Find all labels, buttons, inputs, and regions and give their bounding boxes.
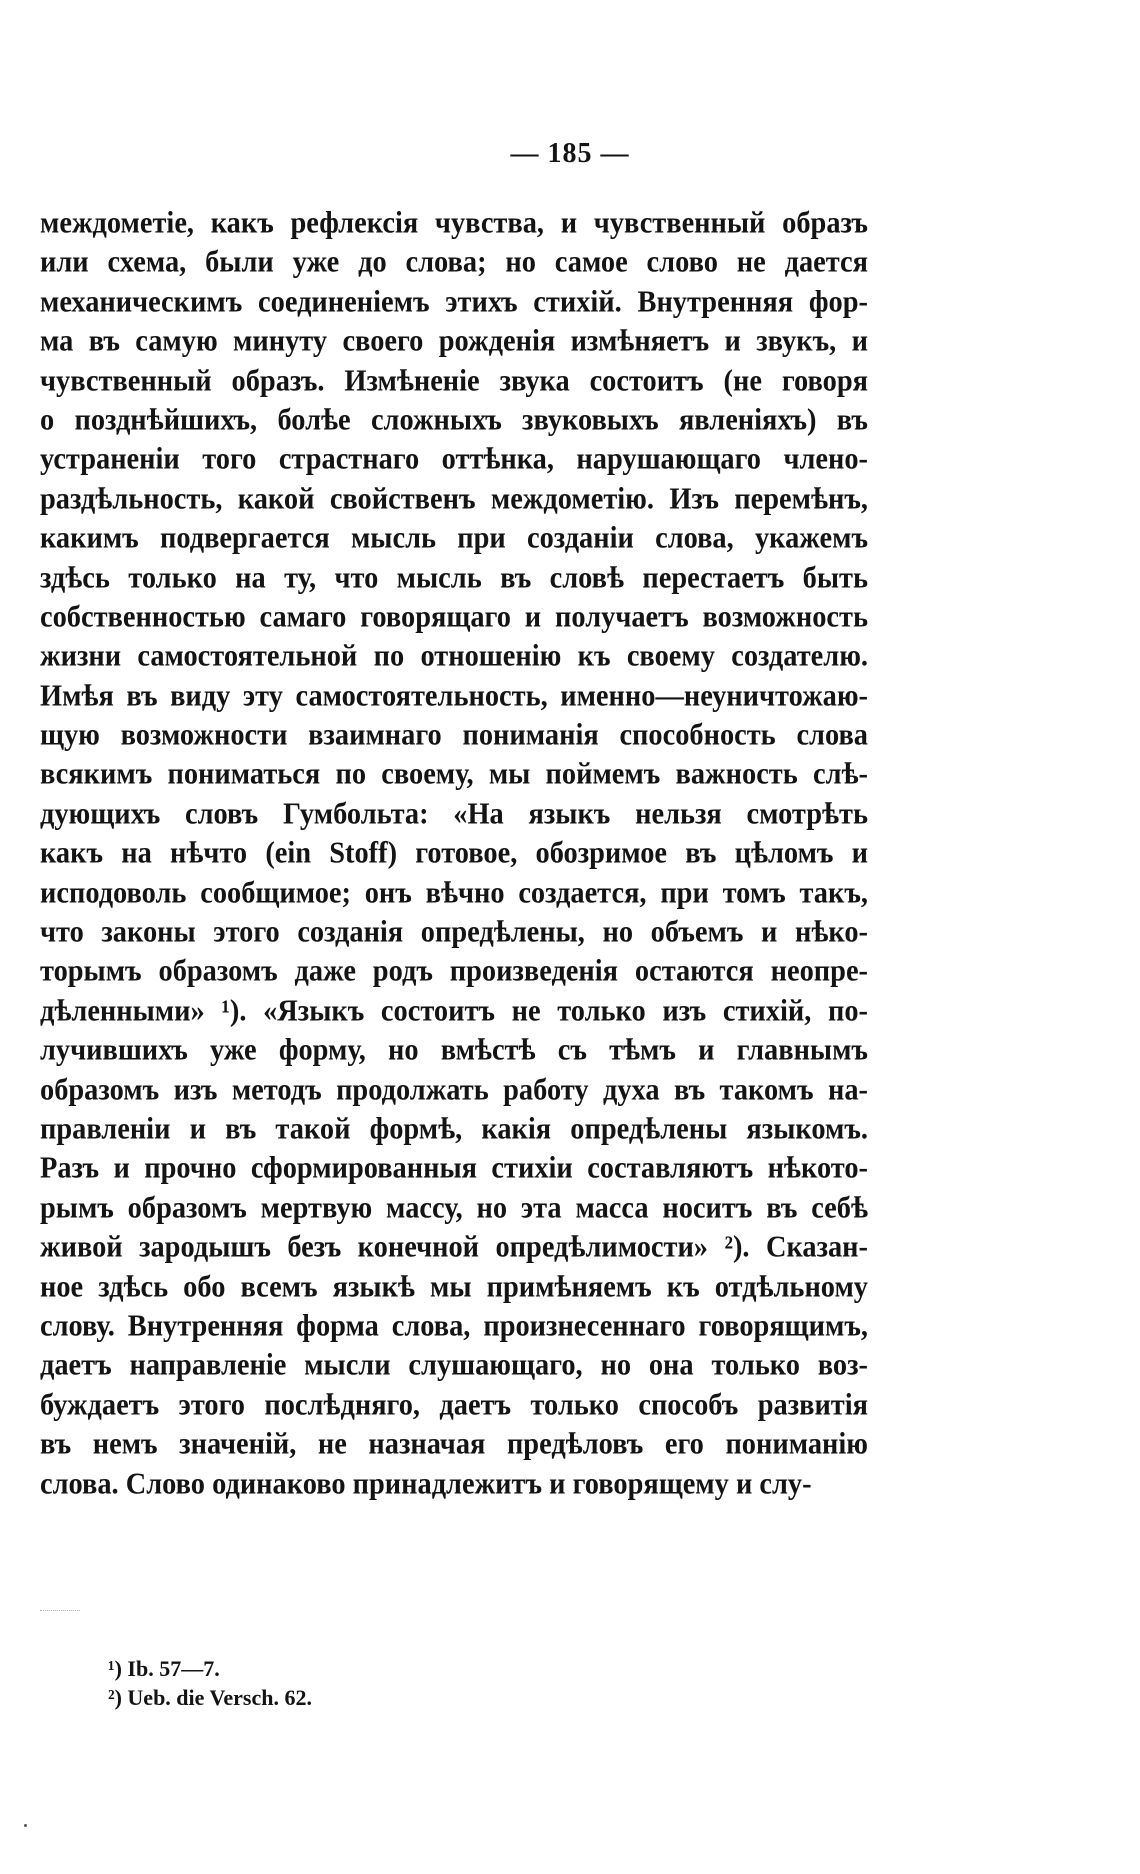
text-line: дѣленными» ¹). «Языкъ состоитъ не только изъ стихій, по- — [40, 994, 868, 1029]
footnote: ¹) Ib. 57—7. — [108, 1656, 220, 1681]
text-line: ма въ самую минуту своего рожденія измѣняетъ и звукъ, и — [40, 324, 868, 359]
text-line: устраненіи того страстнаго оттѣнка, нарушающаго члено- — [40, 443, 868, 477]
text-line: всякимъ пониматься по своему, мы поймемъ важность слѣ- — [40, 758, 868, 792]
text-line: Разъ и прочно сформированныя стихіи составляютъ нѣкото- — [40, 1152, 868, 1186]
footnotes — [108, 1654, 312, 1712]
text-line: какъ на нѣчто (ein Stoff) готовое, обозримое въ цѣломъ и — [40, 836, 868, 871]
text-line: буждаетъ этого послѣдняго, даетъ только способъ развитія — [40, 1388, 868, 1422]
text-line: о позднѣйшихъ, болѣе сложныхъ звуковыхъ явленіяхъ) въ — [40, 403, 868, 438]
text-line: даетъ направленіе мысли слушающаго, но она только воз- — [40, 1349, 868, 1383]
text-line: междометіе, какъ рефлексія чувства, и чувственный образъ — [40, 206, 868, 241]
text-line: рымъ образомъ мертвую массу, но эта масса носитъ въ себѣ — [40, 1191, 868, 1225]
text-line: лучившихъ уже форму, но вмѣстѣ съ тѣмъ и главнымъ — [40, 1033, 868, 1068]
text-line: щую возможности взаимнаго пониманія способность слова — [40, 718, 868, 753]
footnote-separator — [40, 1610, 80, 1611]
text-line: торымъ образомъ даже родъ произведенія остаются неопре- — [40, 955, 868, 989]
text-line: исподоволь сообщимое; онъ вѣчно создается, при томъ такъ, — [40, 876, 868, 910]
text-line: слову. Внутренняя форма слова, произнесеннаго говорящимъ, — [40, 1309, 868, 1344]
text-line: какимъ подвергается мысль при созданіи слова, укажемъ — [40, 521, 868, 556]
page-number: — 185 — — [510, 138, 630, 169]
text-line: собственностью самаго говорящаго и получаетъ возможность — [40, 600, 868, 635]
text-line: живой зародышъ безъ конечной опредѣлимости» ²). Сказан- — [40, 1230, 868, 1265]
text-line: ное здѣсь обо всемъ языкѣ мы примѣняемъ къ отдѣльному — [40, 1270, 868, 1304]
text-line: въ немъ значеній, не назначая предѣловъ его пониманію — [40, 1427, 868, 1462]
text-line: дующихъ словъ Гумбольта: «На языкъ нельзя смотрѣть — [40, 797, 868, 832]
text-line: механическимъ соединеніемъ этихъ стихій. Внутренняя фор- — [40, 285, 868, 320]
text-line: жизни самостоятельной по отношенію къ своему создателю. — [40, 640, 868, 674]
text-line: правленіи и въ такой формѣ, какія опредѣлены языкомъ. — [40, 1112, 868, 1147]
text-line: образомъ изъ методъ продолжать работу духа въ такомъ на- — [40, 1073, 868, 1107]
text-line: раздѣльность, какой свойственъ междометію. Изъ перемѣнъ, — [40, 482, 868, 516]
text-line: что законы этого созданія опредѣлены, но объемъ и нѣко- — [40, 915, 868, 950]
text-line: Имѣя въ виду эту самостоятельность, именно—неуничтожаю- — [40, 679, 868, 713]
text-line: слова. Слово одинаково принадлежитъ и говорящему и слу- — [40, 1467, 812, 1501]
body-text — [40, 204, 868, 1504]
footnote: ²) Ueb. die Versch. 62. — [108, 1685, 312, 1710]
text-line: или схема, были уже до слова; но самое слово не дается — [40, 246, 868, 280]
scan-speck — [24, 1824, 27, 1827]
text-line: чувственный образъ. Измѣненіе звука состоитъ (не говоря — [40, 364, 868, 398]
text-line: здѣсь только на ту, что мысль въ словѣ перестаетъ быть — [40, 561, 868, 595]
